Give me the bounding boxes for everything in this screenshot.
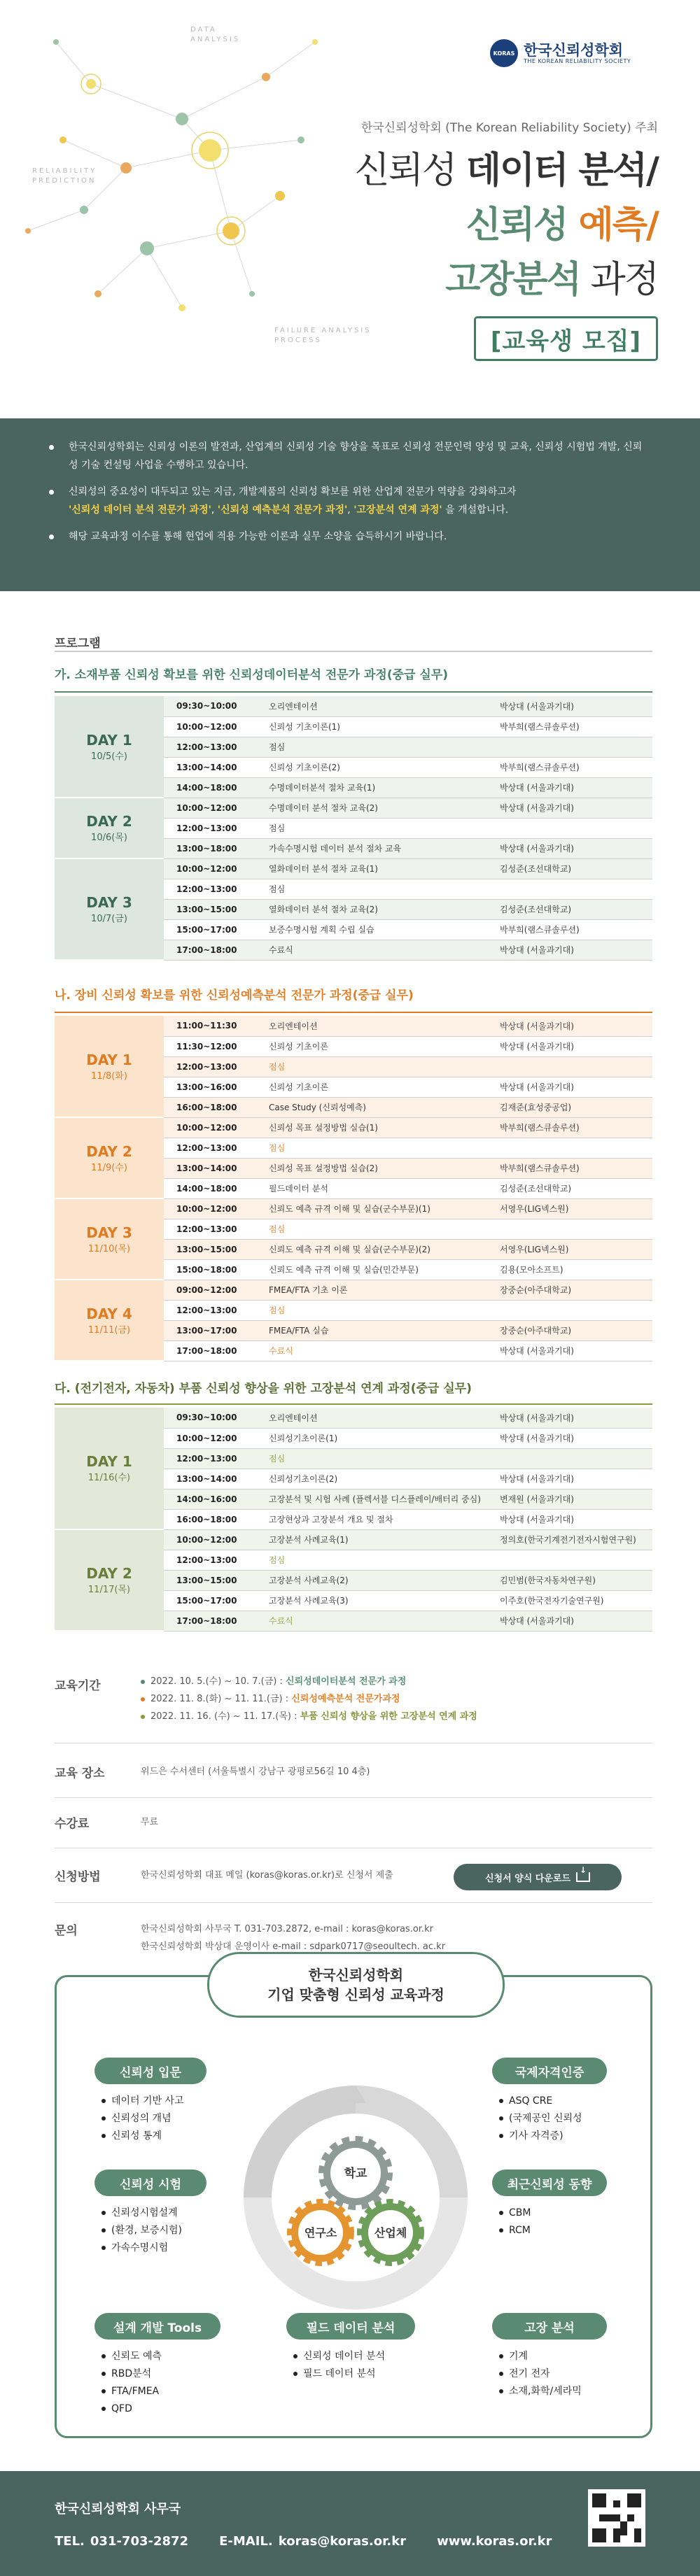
- course-b-title: 나. 장비 신뢰성 확보를 위한 신뢰성예측분석 전문가 과정(중급 실무): [55, 989, 414, 1003]
- subject-cell: 점심: [262, 1056, 493, 1077]
- instructor-cell: 박부희(램스큐솔루션): [493, 919, 652, 940]
- time-cell: 12:00~13:00: [164, 1219, 262, 1239]
- subject-cell: 열화데이터 분석 절차 교육(1): [262, 858, 493, 879]
- day-date: 11/17(목): [88, 1585, 131, 1595]
- koras-logo: [490, 39, 631, 67]
- subject-cell: Case Study (신뢰성예측): [262, 1097, 493, 1117]
- download-icon: [576, 1872, 590, 1882]
- course-b-table: [55, 1016, 652, 1361]
- footer-contact: [55, 2534, 552, 2549]
- intro-highlight-1: '신뢰성 데이터 분석 전문가 과정': [69, 504, 211, 516]
- subject-cell: 고장분석 사례교육(3): [262, 1590, 493, 1611]
- period-date: 2022. 11. 16. (수) ~ 11. 17.(목) :: [150, 1711, 300, 1722]
- instructor-cell: 서영우(LIG넥스원): [493, 1198, 652, 1219]
- time-cell: 15:00~17:00: [164, 919, 262, 940]
- instructor-cell: [493, 1138, 652, 1158]
- fee-label: 수강료: [55, 1817, 90, 1831]
- time-cell: 10:00~12:00: [164, 858, 262, 879]
- box-item: FTA/FMEA: [102, 2383, 162, 2400]
- subject-cell: 수명데이터분석 절차 교육(1): [262, 777, 493, 798]
- gear-diagram: [240, 2082, 471, 2313]
- box-item: ASQ CRE: [499, 2093, 582, 2110]
- deco-reliability-prediction: RELIABILITY PREDICTION: [32, 167, 97, 185]
- box-label: 국제자격인증: [492, 2058, 607, 2084]
- intro-highlight-2: '신뢰성 예측분석 전문가 과정': [217, 504, 348, 516]
- box-item: QFD: [102, 2400, 162, 2418]
- box-item: 신뢰성 통계: [102, 2128, 184, 2145]
- box-label: 신뢰성 입문: [94, 2058, 206, 2084]
- box-label: 고장 분석: [492, 2313, 607, 2340]
- fee-value: 무료: [141, 1817, 159, 1827]
- time-cell: 12:00~13:00: [164, 1300, 262, 1320]
- box-items: [102, 2348, 162, 2418]
- day-number: DAY 1: [86, 731, 132, 749]
- subject-cell: 신뢰성 목표 설정방법 실습(2): [262, 1158, 493, 1178]
- subject-cell: 신뢰성기초이론(1): [262, 1428, 493, 1448]
- time-cell: 17:00~18:00: [164, 940, 262, 960]
- program-heading: 프로그램: [55, 637, 101, 651]
- day-cell: [55, 1198, 164, 1280]
- title-line3-b: 과정: [580, 259, 658, 301]
- subject-cell: 신뢰성 기초이론: [262, 1077, 493, 1097]
- instructor-cell: 박상대 (서울과기대): [493, 940, 652, 960]
- day-cell: [55, 1016, 164, 1117]
- title-line2-b: 예측/: [578, 204, 658, 246]
- time-cell: 14:00~18:00: [164, 1178, 262, 1198]
- subject-cell: FMEA/FTA 기초 이론: [262, 1280, 493, 1300]
- title-line1-b: 데이터 분석/: [465, 150, 658, 192]
- box-item: 신뢰성의 개념: [102, 2110, 184, 2128]
- footer-tel: [55, 2534, 188, 2549]
- subject-cell: 점심: [262, 1550, 493, 1570]
- day-number: DAY 2: [86, 1565, 132, 1582]
- box-items: [499, 2348, 582, 2400]
- day-date: 11/16(수): [88, 1473, 131, 1483]
- time-cell: 12:00~13:00: [164, 1138, 262, 1158]
- box-label: 최근신뢰성 동향: [492, 2170, 607, 2196]
- box-items: [499, 2205, 531, 2239]
- instructor-cell: 김성준(조선대학교): [493, 899, 652, 919]
- apply-label: 신청방법: [55, 1870, 101, 1884]
- time-cell: 12:00~13:00: [164, 1550, 262, 1570]
- subject-cell: 오리엔테이션: [262, 696, 493, 716]
- apply-value: 한국신뢰성학회 대표 메일 (koras@koras.or.kr)로 신청서 제출: [141, 1870, 393, 1881]
- day-cell: [55, 798, 164, 858]
- subject-cell: FMEA/FTA 실습: [262, 1320, 493, 1340]
- day-date: 10/5(수): [91, 751, 127, 762]
- footer-tel-value: 031-703-2872: [90, 2534, 189, 2549]
- day-cell: [55, 696, 164, 798]
- time-cell: 13:00~18:00: [164, 838, 262, 858]
- place-label: 교육 장소: [55, 1767, 105, 1781]
- subject-cell: 점심: [262, 1219, 493, 1239]
- subject-cell: 점심: [262, 879, 493, 899]
- time-cell: 12:00~13:00: [164, 879, 262, 899]
- intro-paragraph-1: 한국신뢰성학회는 신뢰성 이론의 발전과, 산업계의 신뢰성 기술 향상을 목표로 신뢰성 전문인력 양성 및 교육, 신뢰성 시험법 개발, 신뢰성 기술 컨설팅 사업을 수행하고 있습니다.: [69, 438, 643, 474]
- time-cell: 14:00~16:00: [164, 1489, 262, 1509]
- intro-sep-1: ,: [211, 504, 218, 516]
- instructor-cell: [493, 1550, 652, 1570]
- instructor-cell: [493, 737, 652, 757]
- subject-cell: 점심: [262, 1448, 493, 1469]
- download-form-button[interactable]: [454, 1864, 622, 1890]
- box-item: 신뢰성 데이터 분석: [293, 2348, 385, 2365]
- day-date: 10/7(금): [91, 914, 127, 924]
- box-items: [499, 2093, 582, 2145]
- intro-highlight-3: '고장분석 연계 과정': [354, 504, 442, 516]
- box-item: 데이터 기반 사고: [102, 2093, 184, 2110]
- box-item: 전기 전자: [499, 2365, 582, 2383]
- time-cell: 13:00~17:00: [164, 1320, 262, 1340]
- title-line3-a: 고장분석: [445, 259, 580, 301]
- box-item: 기사 자격증): [499, 2128, 582, 2145]
- period-item: [141, 1673, 477, 1690]
- hero-section: [0, 0, 700, 418]
- gear-right-label: 산업체: [374, 2226, 407, 2239]
- footer-tel-label: TEL.: [55, 2534, 85, 2549]
- instructor-cell: [493, 818, 652, 838]
- table-row: [55, 696, 652, 716]
- box-item: 가속수명시험: [102, 2239, 182, 2257]
- box-label: 설계 개발 Tools: [94, 2313, 220, 2340]
- info-fee-row: [55, 1813, 652, 1848]
- table-row: [55, 1408, 652, 1428]
- box-items: [102, 2093, 184, 2145]
- intro-sep-2: ,: [347, 504, 354, 516]
- instructor-cell: [493, 1056, 652, 1077]
- box-items: [102, 2205, 182, 2257]
- time-cell: 10:00~12:00: [164, 798, 262, 818]
- instructor-cell: 김성준(조선대학교): [493, 858, 652, 879]
- recruit-badge: [교육생 모집]: [474, 316, 658, 361]
- curriculum-title-1: 한국신뢰성학회: [308, 1967, 404, 1983]
- instructor-cell: 박상대 (서울과기대): [493, 696, 652, 716]
- instructor-cell: 김성준(조선대학교): [493, 1178, 652, 1198]
- footer-email: [219, 2534, 406, 2549]
- subject-cell: 오리엔테이션: [262, 1016, 493, 1036]
- contact-label: 문의: [55, 1924, 78, 1938]
- course-c-table: [55, 1408, 652, 1632]
- box-item: 신뢰성시험설계: [102, 2205, 182, 2222]
- time-cell: 10:00~12:00: [164, 1198, 262, 1219]
- footer-name: 한국신뢰성학회 사무국: [55, 2502, 181, 2517]
- logo-name: 한국신뢰성학회: [524, 41, 624, 59]
- period-course: 부품 신뢰성 향상을 위한 고장분석 연계 과정: [300, 1711, 477, 1722]
- subject-cell: 신뢰성 기초이론: [262, 1036, 493, 1056]
- instructor-cell: 박상대 (서울과기대): [493, 1509, 652, 1529]
- instructor-cell: [493, 879, 652, 899]
- title-line2-a: 신뢰성: [465, 204, 579, 246]
- time-cell: 17:00~18:00: [164, 1340, 262, 1361]
- day-number: DAY 2: [86, 813, 132, 830]
- instructor-cell: 변재원 (서울과기대): [493, 1489, 652, 1509]
- box-item: RBD분석: [102, 2365, 162, 2383]
- subject-cell: 점심: [262, 818, 493, 838]
- time-cell: 09:00~12:00: [164, 1280, 262, 1300]
- time-cell: 13:00~14:00: [164, 1469, 262, 1489]
- instructor-cell: 정의호(한국기계전기전자시험연구원): [493, 1529, 652, 1550]
- time-cell: 12:00~13:00: [164, 1056, 262, 1077]
- logo-seal-icon: KORAS: [490, 39, 518, 67]
- intro-p2-end: 을 개설합니다.: [442, 504, 509, 516]
- intro-paragraph-3: 해당 교육과정 이수를 통해 현업에 적용 가능한 이론과 실무 소양을 습득하시기 바랍니다.: [69, 528, 643, 546]
- day-cell: [55, 1117, 164, 1198]
- download-form-label: 신청서 양식 다운로드: [484, 1873, 571, 1884]
- instructor-cell: 박부희(램스큐솔루션): [493, 1158, 652, 1178]
- footer-website-link[interactable]: www.koras.or.kr: [437, 2534, 552, 2549]
- hero-title: [355, 143, 659, 307]
- time-cell: 12:00~13:00: [164, 737, 262, 757]
- info-place-row: [55, 1763, 652, 1798]
- subject-cell: 신뢰도 예측 규격 이해 및 실습(군수부문)(2): [262, 1239, 493, 1259]
- instructor-cell: 박상대 (서울과기대): [493, 777, 652, 798]
- day-cell: [55, 1280, 164, 1361]
- box-item: CBM: [499, 2205, 531, 2222]
- hero-host: 한국신뢰성학회 (The Korean Reliability Society) 주최: [360, 121, 658, 135]
- subject-cell: 점심: [262, 1138, 493, 1158]
- time-cell: 14:00~18:00: [164, 777, 262, 798]
- day-number: DAY 2: [86, 1142, 132, 1160]
- contact-line-1: 한국신뢰성학회 사무국 T. 031-703.2872, e-mail : koras@koras.or.kr: [141, 1924, 433, 1934]
- subject-cell: 신뢰도 예측 규격 이해 및 실습(군수부문)(1): [262, 1198, 493, 1219]
- contact-value: [141, 1920, 445, 1955]
- subject-cell: 수료식: [262, 940, 493, 960]
- instructor-cell: 박상대 (서울과기대): [493, 798, 652, 818]
- time-cell: 16:00~18:00: [164, 1097, 262, 1117]
- footer: [0, 2471, 700, 2576]
- box-item: 신뢰도 예측: [102, 2348, 162, 2365]
- instructor-cell: [493, 1300, 652, 1320]
- box-item: RCM: [499, 2222, 531, 2239]
- table-row: [55, 1280, 652, 1300]
- title-line1-a: 신뢰성: [354, 150, 466, 192]
- period-label: 교육기간: [55, 1679, 101, 1693]
- box-item: (국제공인 신뢰성: [499, 2110, 582, 2128]
- instructor-cell: 김민범(한국자동차연구원): [493, 1570, 652, 1590]
- time-cell: 13:00~16:00: [164, 1077, 262, 1097]
- period-item: [141, 1708, 477, 1725]
- course-a-title: 가. 소재부품 신뢰성 확보를 위한 신뢰성데이터분석 전문가 과정(중급 실무): [55, 668, 449, 682]
- day-number: DAY 3: [86, 1224, 132, 1241]
- subject-cell: 수명데이터 분석 절차 교육(2): [262, 798, 493, 818]
- box-item: (환경, 보증시험): [102, 2222, 182, 2239]
- subject-cell: 점심: [262, 1300, 493, 1320]
- instructor-cell: 이주호(한국전자기술연구원): [493, 1590, 652, 1611]
- subject-cell: 열화데이터 분석 절차 교육(2): [262, 899, 493, 919]
- box-item: 기계: [499, 2348, 582, 2365]
- time-cell: 10:00~12:00: [164, 1117, 262, 1138]
- subject-cell: 신뢰성 기초이론(2): [262, 757, 493, 777]
- time-cell: 11:00~11:30: [164, 1016, 262, 1036]
- time-cell: 09:30~10:00: [164, 696, 262, 716]
- instructor-cell: 박상대 (서울과기대): [493, 1340, 652, 1361]
- instructor-cell: 박상대 (서울과기대): [493, 1036, 652, 1056]
- course-c-divider: [55, 1403, 652, 1405]
- instructor-cell: 박상대 (서울과기대): [493, 838, 652, 858]
- instructor-cell: 장중순(아주대학교): [493, 1320, 652, 1340]
- course-a-divider: [55, 691, 652, 693]
- time-cell: 16:00~18:00: [164, 1509, 262, 1529]
- day-date: 11/8(화): [91, 1070, 127, 1082]
- table-row: [55, 798, 652, 818]
- subject-cell: 필드데이터 분석: [262, 1178, 493, 1198]
- table-row: [55, 1529, 652, 1550]
- course-c-title: 다. (전기전자, 자동차) 부품 신뢰성 향상을 위한 고장분석 연계 과정(중급 실무): [55, 1382, 472, 1396]
- instructor-cell: 박부희(램스큐솔루션): [493, 757, 652, 777]
- time-cell: 15:00~18:00: [164, 1259, 262, 1280]
- table-row: [55, 1198, 652, 1219]
- period-list: [141, 1673, 477, 1725]
- intro-section: [0, 418, 700, 591]
- time-cell: 11:30~12:00: [164, 1036, 262, 1056]
- time-cell: 13:00~15:00: [164, 1570, 262, 1590]
- subject-cell: 고장분석 및 시험 사례 (플렉서블 디스플레이/배터리 중심): [262, 1489, 493, 1509]
- intro-p2-text: 신뢰성의 중요성이 대두되고 있는 지금, 개발제품의 신뢰성 확보를 위한 산업계 전문가 역량을 강화하고자: [69, 486, 517, 497]
- period-date: 2022. 11. 8.(화) ~ 11. 11.(금) :: [150, 1694, 292, 1704]
- gear-left-label: 연구소: [304, 2226, 337, 2239]
- subject-cell: 신뢰성기초이론(2): [262, 1469, 493, 1489]
- contact-line-2: 한국신뢰성학회 박상대 운영이사 e-mail : sdpark0717@seoultech. ac.kr: [141, 1941, 446, 1952]
- subject-cell: 신뢰성 기초이론(1): [262, 716, 493, 737]
- table-row: [55, 858, 652, 879]
- footer-email-label: E-MAIL.: [219, 2534, 273, 2549]
- curriculum-box: [55, 1967, 652, 2438]
- time-cell: 10:00~12:00: [164, 1529, 262, 1550]
- box-label: 필드 데이터 분석: [286, 2313, 415, 2340]
- subject-cell: 수료식: [262, 1340, 493, 1361]
- box-label: 신뢰성 시험: [94, 2170, 206, 2196]
- day-number: DAY 4: [86, 1305, 132, 1322]
- instructor-cell: [493, 1219, 652, 1239]
- instructor-cell: 김재준(효성중공업): [493, 1097, 652, 1117]
- time-cell: 13:00~14:00: [164, 1158, 262, 1178]
- subject-cell: 오리엔테이션: [262, 1408, 493, 1428]
- time-cell: 17:00~18:00: [164, 1611, 262, 1631]
- period-course: 신뢰성데이터분석 전문가 과정: [285, 1676, 407, 1687]
- day-cell: [55, 1529, 164, 1631]
- instructor-cell: 박부희(램스큐솔루션): [493, 716, 652, 737]
- period-course: 신뢰성예측분석 전문가과정: [291, 1694, 400, 1704]
- time-cell: 12:00~13:00: [164, 1448, 262, 1469]
- curriculum-title: [207, 1952, 505, 2018]
- period-item: [141, 1690, 477, 1708]
- time-cell: 15:00~17:00: [164, 1590, 262, 1611]
- time-cell: 13:00~14:00: [164, 757, 262, 777]
- place-value: 위드은 수서센터 (서울특별시 강남구 광평로56길 10 4층): [141, 1767, 370, 1777]
- subject-cell: 보증수명시험 계획 수립 실습: [262, 919, 493, 940]
- deco-data-analysis: DATA ANALYSIS: [190, 26, 241, 43]
- instructor-cell: 박부희(램스큐솔루션): [493, 1117, 652, 1138]
- deco-failure-analysis: FAILURE ANALYSIS PROCESS: [274, 327, 372, 344]
- instructor-cell: 박상대 (서울과기대): [493, 1016, 652, 1036]
- program-divider: [55, 651, 652, 652]
- day-date: 10/6(목): [91, 833, 127, 843]
- logo-english-name: THE KOREAN RELIABILITY SOCIETY: [524, 57, 631, 64]
- instructor-cell: 박상대 (서울과기대): [493, 1428, 652, 1448]
- instructor-cell: 박상대 (서울과기대): [493, 1469, 652, 1489]
- subject-cell: 고장분석 사례교육(1): [262, 1529, 493, 1550]
- instructor-cell: [493, 1448, 652, 1469]
- period-date: 2022. 10. 5.(수) ~ 10. 7.(금) :: [150, 1676, 286, 1687]
- day-number: DAY 1: [86, 1453, 132, 1470]
- info-apply-row: [55, 1867, 652, 1903]
- qr-code-icon[interactable]: [588, 2489, 645, 2547]
- intro-paragraph-2: [69, 483, 643, 519]
- time-cell: 10:00~12:00: [164, 1428, 262, 1448]
- instructor-cell: 김용(모아소프트): [493, 1259, 652, 1280]
- subject-cell: 고장현상과 고장분석 개요 및 절차: [262, 1509, 493, 1529]
- network-illustration: [0, 0, 392, 418]
- footer-email-value[interactable]: koras@koras.or.kr: [278, 2534, 407, 2549]
- box-item: 소재,화학/세라믹: [499, 2383, 582, 2400]
- instructor-cell: 박상대 (서울과기대): [493, 1077, 652, 1097]
- course-b-divider: [55, 1012, 652, 1013]
- time-cell: 12:00~13:00: [164, 818, 262, 838]
- course-a-table: [55, 696, 652, 961]
- time-cell: 10:00~12:00: [164, 716, 262, 737]
- table-row: [55, 1117, 652, 1138]
- curriculum-title-2: 기업 맞춤형 신뢰성 교육과정: [267, 1986, 444, 2003]
- info-period-row: [55, 1670, 652, 1743]
- table-row: [55, 1016, 652, 1036]
- time-cell: 13:00~15:00: [164, 1239, 262, 1259]
- time-cell: 13:00~15:00: [164, 899, 262, 919]
- gear-top-label: 학교: [344, 2167, 368, 2181]
- day-cell: [55, 858, 164, 960]
- subject-cell: 점심: [262, 737, 493, 757]
- day-date: 11/9(수): [91, 1162, 127, 1173]
- instructor-cell: 서영우(LIG넥스원): [493, 1239, 652, 1259]
- instructor-cell: 박상대 (서울과기대): [493, 1611, 652, 1631]
- instructor-cell: 장중순(아주대학교): [493, 1280, 652, 1300]
- subject-cell: 가속수명시험 데이터 분석 절차 교육: [262, 838, 493, 858]
- day-number: DAY 3: [86, 894, 132, 911]
- day-cell: [55, 1408, 164, 1529]
- box-items: [293, 2348, 385, 2383]
- instructor-cell: 박상대 (서울과기대): [493, 1408, 652, 1428]
- subject-cell: 신뢰성 목표 설정방법 실습(1): [262, 1117, 493, 1138]
- day-date: 11/10(목): [88, 1243, 131, 1254]
- subject-cell: 수료식: [262, 1611, 493, 1631]
- day-date: 11/11(금): [88, 1324, 131, 1336]
- day-number: DAY 1: [86, 1051, 132, 1068]
- time-cell: 09:30~10:00: [164, 1408, 262, 1428]
- subject-cell: 신뢰도 예측 규격 이해 및 실습(민간부문): [262, 1259, 493, 1280]
- box-item: 필드 데이터 분석: [293, 2365, 385, 2383]
- subject-cell: 고장분석 사례교육(2): [262, 1570, 493, 1590]
